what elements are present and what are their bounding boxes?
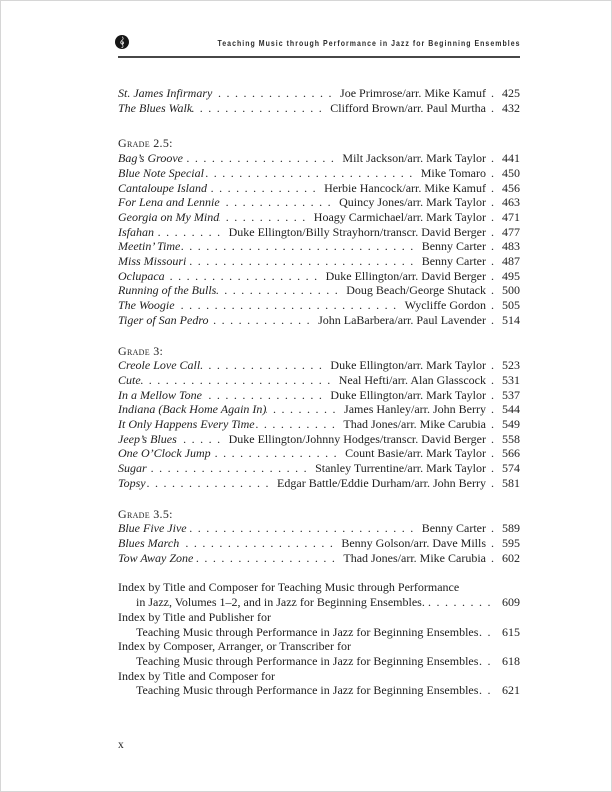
entry-credit: Benny Golson/arr. Dave Mills bbox=[341, 535, 486, 550]
entry-credit: Benny Carter bbox=[421, 239, 486, 254]
toc-entry bbox=[118, 151, 520, 166]
toc-entry bbox=[118, 166, 520, 181]
entry-page-number: 432 bbox=[502, 100, 520, 115]
entry-page-number: 477 bbox=[502, 224, 520, 239]
entry-title: Running of the Bulls bbox=[118, 283, 217, 298]
page-header bbox=[118, 0, 520, 60]
entry-page-number: 549 bbox=[502, 417, 520, 432]
index-line2 bbox=[118, 625, 520, 640]
entry-credit: Duke Ellington/arr. Mark Taylor bbox=[330, 387, 486, 402]
entry-page-number: 544 bbox=[502, 402, 520, 417]
index-page-number: 618 bbox=[502, 653, 520, 668]
entry-title: Cantaloupe Island bbox=[118, 180, 207, 195]
entry-page-number: 537 bbox=[502, 387, 520, 402]
entry-page-number: 514 bbox=[502, 312, 520, 327]
entry-title: Miss Missouri bbox=[118, 254, 187, 269]
grade-heading: Grade 2.5: bbox=[118, 136, 173, 151]
entry-separator-dot bbox=[486, 536, 499, 551]
dot-leader bbox=[478, 683, 499, 698]
entry-separator-dot bbox=[486, 210, 499, 225]
entry-credit: Thad Jones/arr. Mike Carubia bbox=[343, 417, 486, 432]
index-line2 bbox=[118, 595, 520, 610]
toc-entry bbox=[118, 446, 520, 461]
index-line2-text: Teaching Music through Performance in Jazz for Beginning Ensembles bbox=[136, 624, 479, 639]
toc-entry bbox=[118, 551, 520, 566]
entry-separator-dot bbox=[486, 402, 499, 417]
entry-separator-dot bbox=[486, 388, 499, 403]
dot-leader bbox=[478, 654, 499, 669]
toc-entry bbox=[118, 432, 520, 447]
dot-leader bbox=[175, 298, 405, 313]
entry-separator-dot bbox=[486, 269, 499, 284]
entry-separator-dot bbox=[486, 461, 499, 476]
dot-leader bbox=[220, 195, 339, 210]
dot-leader bbox=[211, 446, 345, 461]
index-entry bbox=[118, 580, 520, 609]
folio-page-number: x bbox=[118, 739, 124, 751]
entry-page-number: 589 bbox=[502, 521, 520, 536]
entry-page-number: 505 bbox=[502, 298, 520, 313]
entry-title: Jeep’s Blues bbox=[118, 431, 177, 446]
entry-title: Blues March bbox=[118, 535, 180, 550]
entry-separator-dot bbox=[486, 358, 499, 373]
toc-entry bbox=[118, 461, 520, 476]
entry-list bbox=[118, 521, 520, 565]
entry-credit: John LaBarbera/arr. Paul Lavender bbox=[318, 312, 486, 327]
entry-page-number: 558 bbox=[502, 431, 520, 446]
entry-separator-dot bbox=[486, 417, 499, 432]
entry-credit: Thad Jones/arr. Mike Carubia bbox=[343, 550, 486, 565]
entry-title: Bag’s Groove bbox=[118, 151, 183, 166]
entry-title: For Lena and Lennie bbox=[118, 195, 220, 210]
entry-credit: Duke Ellington/arr. David Berger bbox=[325, 268, 486, 283]
entry-page-number: 450 bbox=[502, 165, 520, 180]
entry-separator-dot bbox=[486, 476, 499, 491]
entry-separator-dot bbox=[486, 432, 499, 447]
entry-separator-dot bbox=[486, 373, 499, 388]
entry-separator-dot bbox=[486, 298, 499, 313]
toc-grade-section bbox=[118, 86, 520, 115]
entry-credit: Joe Primrose/arr. Mike Kamuf bbox=[340, 86, 486, 100]
entry-credit: Duke Ellington/Billy Strayhorn/transcr. David Berger bbox=[228, 224, 486, 239]
entry-page-number: 463 bbox=[502, 195, 520, 210]
entry-separator-dot bbox=[486, 86, 499, 101]
dot-leader bbox=[200, 358, 330, 373]
grade-heading: Grade 3: bbox=[118, 343, 164, 358]
entry-page-number: 495 bbox=[502, 268, 520, 283]
entry-separator-dot bbox=[486, 239, 499, 254]
toc-indexes bbox=[118, 580, 520, 698]
table-of-contents bbox=[118, 86, 520, 698]
dot-leader bbox=[216, 283, 346, 298]
entry-separator-dot bbox=[486, 313, 499, 328]
toc-entry bbox=[118, 101, 520, 116]
dot-leader bbox=[193, 551, 343, 566]
dot-leader bbox=[146, 476, 277, 491]
toc-entry bbox=[118, 476, 520, 491]
dot-leader bbox=[255, 417, 344, 432]
index-page-number: 615 bbox=[502, 624, 520, 639]
entry-title: Isfahan bbox=[118, 224, 154, 239]
toc-entry bbox=[118, 210, 520, 225]
dot-leader bbox=[266, 402, 344, 417]
entry-page-number: 602 bbox=[502, 550, 520, 565]
index-entry bbox=[118, 669, 520, 698]
entry-credit: Mike Tomaro bbox=[420, 165, 486, 180]
entry-separator-dot bbox=[486, 446, 499, 461]
entry-title: Blue Five Jive bbox=[118, 521, 187, 536]
entry-separator-dot bbox=[486, 551, 499, 566]
dot-leader bbox=[219, 210, 314, 225]
entry-title: Creole Love Call bbox=[118, 358, 201, 373]
toc-entry bbox=[118, 254, 520, 269]
toc-entry bbox=[118, 313, 520, 328]
dot-leader bbox=[204, 166, 421, 181]
dot-leader bbox=[186, 254, 421, 269]
header-rule bbox=[118, 56, 520, 58]
entry-title: Oclupaca bbox=[118, 268, 165, 283]
treble-clef-icon bbox=[115, 35, 129, 49]
entry-separator-dot bbox=[486, 195, 499, 210]
entry-separator-dot bbox=[486, 101, 499, 116]
toc-grade-section bbox=[118, 136, 520, 327]
dot-leader bbox=[165, 269, 326, 284]
dot-leader bbox=[177, 432, 229, 447]
entry-list bbox=[118, 151, 520, 327]
index-page-number: 609 bbox=[502, 595, 520, 610]
toc-entry bbox=[118, 388, 520, 403]
entry-page-number: 581 bbox=[502, 475, 520, 490]
entry-title: Sugar bbox=[118, 461, 147, 476]
entry-separator-dot bbox=[486, 283, 499, 298]
entry-credit: Hoagy Carmichael/arr. Mark Taylor bbox=[313, 209, 486, 224]
index-page-number: 621 bbox=[502, 683, 520, 698]
entry-credit: Benny Carter bbox=[421, 254, 486, 269]
dot-leader bbox=[179, 536, 341, 551]
index-entry bbox=[118, 639, 520, 668]
entry-credit: Edgar Battle/Eddie Durham/arr. John Berry bbox=[277, 475, 486, 490]
entry-credit: Clifford Brown/arr. Paul Murtha bbox=[330, 100, 486, 115]
entry-page-number: 441 bbox=[502, 151, 520, 166]
dot-leader bbox=[207, 181, 324, 196]
entry-separator-dot bbox=[486, 225, 499, 240]
toc-entry bbox=[118, 195, 520, 210]
dot-leader bbox=[212, 86, 340, 101]
toc-grade-section bbox=[118, 507, 520, 566]
dot-leader bbox=[202, 388, 331, 403]
entry-page-number: 574 bbox=[502, 461, 520, 476]
toc-entry bbox=[118, 358, 520, 373]
dot-leader bbox=[209, 313, 319, 328]
toc-entry bbox=[118, 269, 520, 284]
dot-leader bbox=[192, 101, 330, 116]
entry-separator-dot bbox=[486, 166, 499, 181]
entry-credit: Quincy Jones/arr. Mark Taylor bbox=[339, 195, 486, 210]
toc-entry bbox=[118, 536, 520, 551]
entry-credit: Duke Ellington/Johnny Hodges/transcr. David Berger bbox=[228, 431, 486, 446]
entry-credit: Benny Carter bbox=[421, 521, 486, 536]
toc-entry bbox=[118, 402, 520, 417]
entry-separator-dot bbox=[486, 151, 499, 166]
running-head-title: Teaching Music through Performance in Jazz for Beginning Ensembles bbox=[217, 38, 520, 48]
entry-title: Tiger of San Pedro bbox=[118, 312, 209, 327]
dot-leader bbox=[141, 373, 339, 388]
index-line2 bbox=[118, 683, 520, 698]
entry-credit: Wycliffe Gordon bbox=[404, 298, 486, 313]
entry-title: Cute bbox=[118, 372, 141, 387]
index-line2-text: Teaching Music through Performance in Jazz for Beginning Ensembles bbox=[136, 683, 479, 698]
entry-title: Tow Away Zone bbox=[118, 550, 194, 565]
entry-title: Topsy bbox=[118, 475, 146, 490]
index-line2-text: in Jazz, Volumes 1–2, and in Jazz for Beginning Ensembles. bbox=[136, 595, 425, 610]
entry-separator-dot bbox=[486, 254, 499, 269]
index-line2 bbox=[118, 654, 520, 669]
toc-entry bbox=[118, 283, 520, 298]
entry-title: Indiana (Back Home Again In) bbox=[118, 402, 267, 417]
index-line1: Index by Title and Publisher for bbox=[118, 609, 271, 624]
toc-entry bbox=[118, 521, 520, 536]
dot-leader bbox=[478, 625, 499, 640]
dot-leader bbox=[183, 151, 342, 166]
entry-title: Meetin’ Time bbox=[118, 239, 181, 254]
toc-entry bbox=[118, 239, 520, 254]
entry-credit: Stanley Turrentine/arr. Mark Taylor bbox=[315, 461, 486, 476]
entry-page-number: 483 bbox=[502, 239, 520, 254]
dot-leader bbox=[154, 225, 229, 240]
entry-page-number: 456 bbox=[502, 180, 520, 195]
toc-entry bbox=[118, 298, 520, 313]
index-line2-text: Teaching Music through Performance in Jazz for Beginning Ensembles bbox=[136, 653, 479, 668]
entry-credit: Duke Ellington/arr. Mark Taylor bbox=[330, 358, 486, 373]
toc-entry bbox=[118, 181, 520, 196]
toc-entry bbox=[118, 373, 520, 388]
toc-entry bbox=[118, 225, 520, 240]
index-line1: Index by Composer, Arranger, or Transcriber for bbox=[118, 639, 351, 654]
entry-title: The Blues Walk bbox=[118, 100, 193, 115]
entry-separator-dot bbox=[486, 181, 499, 196]
index-line1: Index by Title and Composer for Teaching Music through Performance bbox=[118, 580, 460, 595]
entry-title: In a Mellow Tone bbox=[118, 387, 202, 402]
page-footer bbox=[118, 739, 124, 751]
entry-title: St. James Infirmary bbox=[118, 86, 213, 100]
dot-leader bbox=[180, 239, 421, 254]
entry-credit: Herbie Hancock/arr. Mike Kamuf bbox=[324, 180, 486, 195]
entry-title: Georgia on My Mind bbox=[118, 209, 220, 224]
dot-leader bbox=[425, 595, 499, 610]
entry-page-number: 523 bbox=[502, 358, 520, 373]
entry-page-number: 471 bbox=[502, 209, 520, 224]
entry-page-number: 487 bbox=[502, 254, 520, 269]
toc-grade-section bbox=[118, 344, 520, 491]
entry-page-number: 425 bbox=[502, 86, 520, 100]
entry-credit: James Hanley/arr. John Berry bbox=[344, 402, 486, 417]
toc-entry bbox=[118, 417, 520, 432]
entry-title: One O’Clock Jump bbox=[118, 446, 211, 461]
entry-page-number: 566 bbox=[502, 446, 520, 461]
entry-title: The Woogie bbox=[118, 298, 175, 313]
entry-credit: Milt Jackson/arr. Mark Taylor bbox=[342, 151, 486, 166]
entry-list bbox=[118, 86, 520, 115]
entry-page-number: 595 bbox=[502, 535, 520, 550]
index-line1: Index by Title and Composer for bbox=[118, 668, 275, 683]
entry-credit: Count Basie/arr. Mark Taylor bbox=[345, 446, 486, 461]
entry-title: Blue Note Special bbox=[118, 165, 204, 180]
entry-title: It Only Happens Every Time bbox=[118, 417, 255, 432]
toc-entry bbox=[118, 86, 520, 101]
dot-leader bbox=[147, 461, 315, 476]
entry-page-number: 531 bbox=[502, 372, 520, 387]
entry-separator-dot bbox=[486, 521, 499, 536]
grade-heading: Grade 3.5: bbox=[118, 506, 173, 521]
entry-page-number: 500 bbox=[502, 283, 520, 298]
index-entry bbox=[118, 610, 520, 639]
entry-credit: Doug Beach/George Shutack bbox=[346, 283, 486, 298]
entry-credit: Neal Hefti/arr. Alan Glasscock bbox=[338, 372, 486, 387]
toc-sections bbox=[118, 86, 520, 565]
entry-list bbox=[118, 358, 520, 490]
dot-leader bbox=[187, 521, 422, 536]
